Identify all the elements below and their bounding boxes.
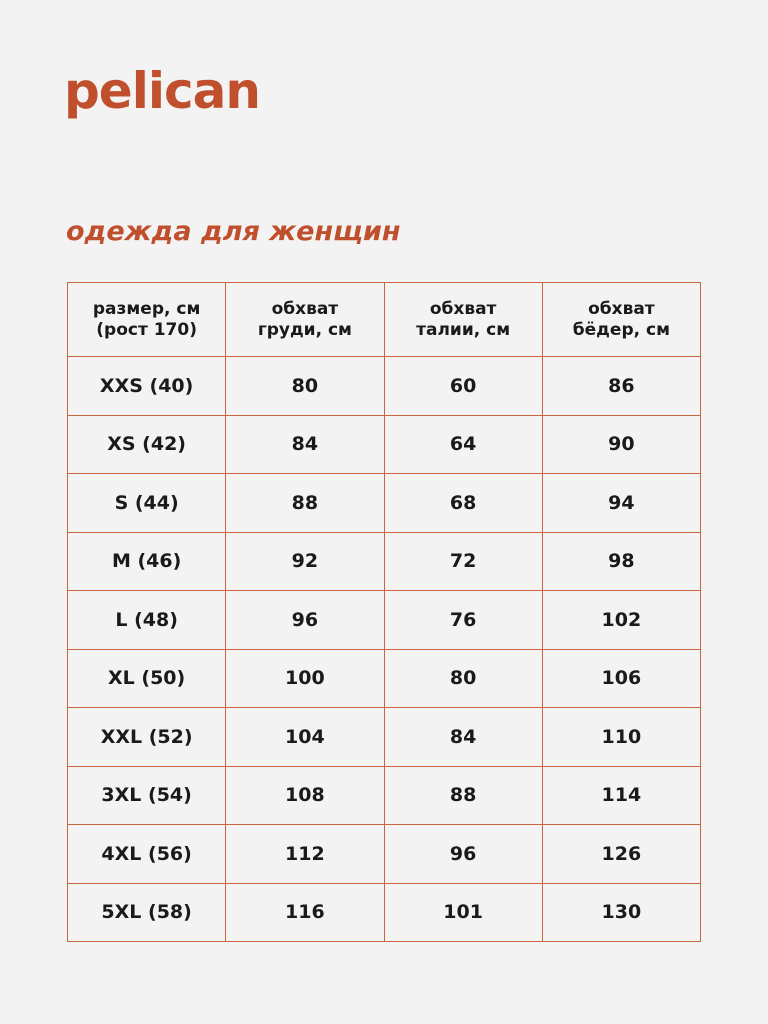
table-row xyxy=(68,415,701,474)
size-chart-body xyxy=(68,357,701,942)
size-cell: 3XL (54) xyxy=(68,766,226,825)
hips-cell: 102 xyxy=(542,591,700,650)
chest-cell: 88 xyxy=(226,474,384,533)
waist-cell: 76 xyxy=(384,591,542,650)
header-row xyxy=(68,283,701,357)
waist-cell: 88 xyxy=(384,766,542,825)
table-row xyxy=(68,649,701,708)
header-size xyxy=(68,283,226,357)
waist-cell: 64 xyxy=(384,415,542,474)
header-chest-line-2: груди, см xyxy=(257,319,352,340)
size-cell: XL (50) xyxy=(68,649,226,708)
size-cell: XXS (40) xyxy=(68,357,226,416)
header-size-line-1: размер, см xyxy=(92,298,201,319)
table-row xyxy=(68,474,701,533)
table-row xyxy=(68,766,701,825)
header-size-line-2: (рост 170) xyxy=(96,319,197,340)
header-waist-line-2: талии, см xyxy=(416,319,511,340)
header-hips-line-1: обхват xyxy=(588,298,655,319)
chest-cell: 100 xyxy=(226,649,384,708)
chest-cell: 104 xyxy=(226,708,384,767)
waist-cell: 96 xyxy=(384,825,542,884)
chest-cell: 108 xyxy=(226,766,384,825)
chest-cell: 92 xyxy=(226,532,384,591)
header-waist-line-1: обхват xyxy=(429,298,497,319)
hips-cell: 110 xyxy=(542,708,700,767)
page-subtitle: одежда для женщин xyxy=(66,216,401,247)
size-chart-header xyxy=(68,283,701,357)
size-cell: M (46) xyxy=(68,532,226,591)
table-row xyxy=(68,591,701,650)
hips-cell: 90 xyxy=(542,415,700,474)
hips-cell: 130 xyxy=(542,883,700,942)
hips-cell: 94 xyxy=(542,474,700,533)
chest-cell: 84 xyxy=(226,415,384,474)
header-chest-line-1: обхват xyxy=(271,298,339,319)
chest-cell: 116 xyxy=(226,883,384,942)
header-waist xyxy=(384,283,542,357)
table-row xyxy=(68,357,701,416)
chest-cell: 80 xyxy=(226,357,384,416)
size-cell: 4XL (56) xyxy=(68,825,226,884)
waist-cell: 72 xyxy=(384,532,542,591)
waist-cell: 80 xyxy=(384,649,542,708)
header-hips xyxy=(542,283,700,357)
size-cell: 5XL (58) xyxy=(68,883,226,942)
table-row xyxy=(68,825,701,884)
chest-cell: 96 xyxy=(226,591,384,650)
table-row xyxy=(68,883,701,942)
size-cell: XXL (52) xyxy=(68,708,226,767)
size-cell: L (48) xyxy=(68,591,226,650)
chest-cell: 112 xyxy=(226,825,384,884)
waist-cell: 101 xyxy=(384,883,542,942)
hips-cell: 98 xyxy=(542,532,700,591)
hips-cell: 126 xyxy=(542,825,700,884)
header-chest xyxy=(226,283,384,357)
size-cell: XS (42) xyxy=(68,415,226,474)
table-row xyxy=(68,532,701,591)
size-chart-table xyxy=(67,282,701,942)
table-row xyxy=(68,708,701,767)
waist-cell: 68 xyxy=(384,474,542,533)
hips-cell: 86 xyxy=(542,357,700,416)
waist-cell: 60 xyxy=(384,357,542,416)
waist-cell: 84 xyxy=(384,708,542,767)
pelican-logo: pelican xyxy=(64,62,260,120)
header-hips-line-2: бёдер, см xyxy=(572,319,670,340)
hips-cell: 114 xyxy=(542,766,700,825)
size-cell: S (44) xyxy=(68,474,226,533)
hips-cell: 106 xyxy=(542,649,700,708)
